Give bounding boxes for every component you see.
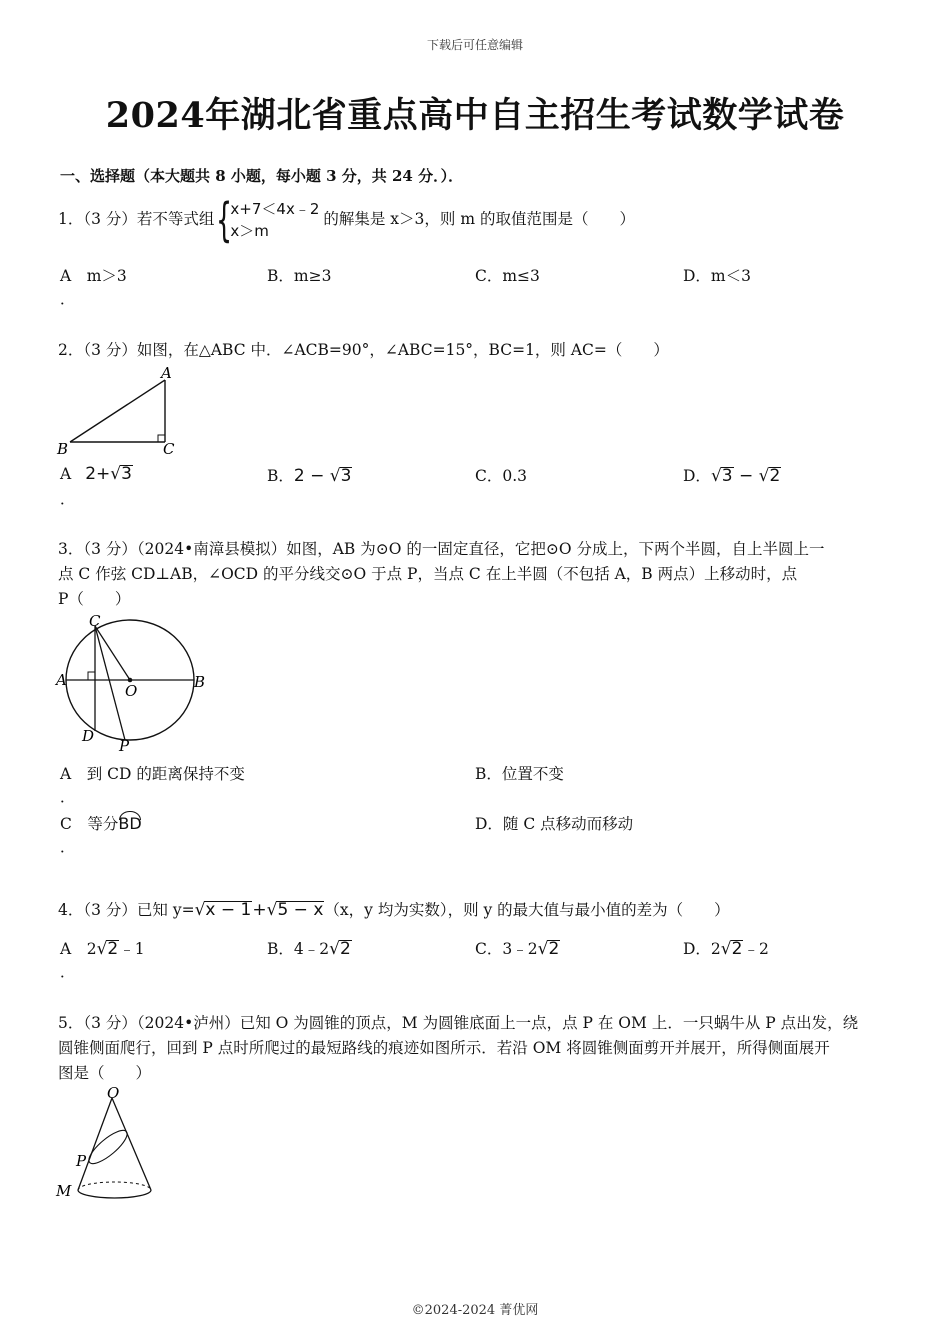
q3-line-2: 点 C 作弦 CD⊥AB，∠OCD 的平分线交⊙O 于点 P，当点 C 在上半圆（不包括 A，B 两点）上移动时，点: [58, 565, 798, 583]
q4-d-post: ﹣2: [743, 940, 769, 958]
circle-figure: [52, 610, 212, 760]
q4-d-radicand: 2: [731, 939, 743, 959]
q1-option-b[interactable]: B．m≥3: [267, 267, 332, 285]
q3-option-b[interactable]: B．位置不变: [475, 765, 564, 783]
q1-tail: 的解集是 x＞3，则 m 的取值范围是（ ）: [323, 210, 635, 228]
q4-option-b[interactable]: B．4﹣2√2: [267, 939, 351, 959]
q2-d-radicand-2: 2: [769, 466, 781, 486]
question-5: [58, 1011, 888, 1086]
triangle-side-ab: [70, 380, 165, 442]
q4-option-d[interactable]: D．2√2﹣2: [683, 939, 769, 959]
question-1: [58, 193, 888, 247]
page-title: 2024年湖北省重点高中自主招生考试数学试卷: [105, 95, 845, 136]
q1-option-c[interactable]: C．m≤3: [475, 267, 540, 285]
q4-a-radicand: 2: [107, 939, 119, 959]
q4-radicand-2: 5 − x: [277, 900, 324, 920]
q5-line-1: 5．（3 分）（2024•泸州）已知 O 为圆锥的顶点，M 为圆锥底面上一点，点 P 在 OM 上．一只蜗牛从 P 点出发，绕: [58, 1014, 859, 1032]
bisector-cp: [95, 626, 125, 740]
page-footer: ©2024-2024 菁优网: [411, 1303, 539, 1318]
q4-b-pre: B．4﹣2: [267, 940, 330, 958]
cone-base-front: [78, 1190, 151, 1198]
section-heading: 一、选择题（本大题共 8 小题，每小题 3 分，共 24 分．）．: [60, 167, 464, 185]
triangle-figure: [55, 362, 185, 462]
label-o: O: [107, 1084, 120, 1102]
right-angle-mark: [88, 672, 95, 680]
q4-b-radicand: 2: [339, 939, 351, 959]
q5-line-2: 圆锥侧面爬行，回到 P 点时所爬过的最短路线的痕迹如图所示．若沿 OM 将圆锥侧面剪开并展开，所得侧面展开: [58, 1039, 830, 1057]
q4-a-pre: A 2: [60, 940, 97, 958]
question-4: 4．（3 分）已知 y=√x − 1+√5 − x（x，y 均为实数），则 y 的最大值与最小值的差为（ ）: [58, 900, 730, 920]
label-c: C: [163, 440, 175, 458]
q2-option-d[interactable]: D．√3 − √2: [683, 466, 781, 486]
q1-option-d[interactable]: D．m＜3: [683, 267, 751, 285]
q4-plus: +: [252, 900, 267, 920]
q1-option-a[interactable]: A m＞3: [60, 267, 127, 285]
q4-tail: （x，y 均为实数），则 y 的最大值与最小值的差为（ ）: [324, 901, 730, 919]
q4-option-a[interactable]: A 2√2﹣1: [60, 939, 145, 959]
q2-d-letter: D．: [683, 467, 711, 485]
cone-side-right: [112, 1098, 151, 1190]
q4-radicand-1: x − 1: [205, 900, 252, 920]
label-d: D: [82, 727, 95, 745]
q2-option-c[interactable]: C．0.3: [475, 467, 528, 485]
arc-bd: BD: [118, 814, 142, 833]
q3-option-a[interactable]: A 到 CD 的距离保持不变: [60, 765, 245, 783]
inequality-system: [216, 193, 320, 247]
brace-icon: {: [216, 193, 233, 247]
cone-base-back: [78, 1182, 151, 1190]
cone-figure: [52, 1084, 162, 1209]
label-o: O: [125, 682, 138, 700]
page-header: 下载后可任意编辑: [426, 38, 523, 52]
q5-line-3: 图是（ ）: [58, 1064, 152, 1082]
q4-c-pre: C．3﹣2: [475, 940, 538, 958]
label-a: A: [56, 671, 67, 689]
q2-a-radicand: 3: [121, 464, 132, 484]
snail-path: [84, 1125, 131, 1168]
option-dot: ．: [60, 490, 76, 508]
inequality-row-1: x+7＜4x﹣2: [230, 200, 320, 218]
segment-co: [95, 626, 130, 680]
q2-d-minus: −: [733, 466, 759, 486]
option-dot: ．: [60, 963, 76, 981]
q1-number: 1．（3 分）若不等式组: [58, 210, 215, 228]
option-dot: ．: [60, 838, 76, 856]
q3-line-3: P（ ）: [58, 590, 131, 608]
q2-b-term: 2 −: [293, 466, 330, 486]
label-p: P: [119, 737, 130, 755]
q3-line-1: 3．（3 分）（2024•南漳县模拟）如图，AB 为⊙O 的一固定直径，它把⊙O 分成上，下两个半圆，自上半圆上一: [58, 540, 825, 558]
question-2: 2．（3 分）如图，在△ABC 中．∠ACB=90°，∠ABC=15°，BC=1，则 AC=（ ）: [58, 341, 669, 359]
option-dot: ．: [60, 788, 76, 806]
q2-option-a[interactable]: A 2+√3: [60, 464, 132, 484]
label-b: B: [194, 673, 206, 691]
q2-b-letter: B．: [267, 467, 294, 485]
q2-a-term: 2+: [85, 464, 111, 484]
label-a: A: [161, 364, 172, 382]
q2-option-b[interactable]: B．2 − √3: [267, 466, 352, 486]
q4-c-radicand: 2: [548, 939, 560, 959]
q4-a-post: ﹣1: [119, 940, 145, 958]
q2-a-letter: A: [60, 465, 72, 483]
q4-prefix: 4．（3 分）已知 y=: [58, 901, 195, 919]
label-c: C: [89, 612, 101, 630]
q3-c-text: C 等分: [60, 815, 119, 833]
inequality-row-2: x＞m: [230, 222, 269, 240]
label-b: B: [57, 440, 69, 458]
q2-b-radicand: 3: [340, 466, 352, 486]
q4-d-pre: D．2: [683, 940, 721, 958]
q3-option-d[interactable]: D．随 C 点移动而移动: [475, 815, 634, 833]
label-m: M: [56, 1182, 72, 1200]
question-3: [58, 537, 888, 612]
q4-option-c[interactable]: C．3﹣2√2: [475, 939, 560, 959]
option-dot: ．: [60, 290, 76, 308]
cone-side-left: [78, 1098, 112, 1190]
label-p: P: [76, 1152, 87, 1170]
q3-option-c[interactable]: [60, 812, 142, 834]
q2-d-radicand-1: 3: [721, 466, 733, 486]
